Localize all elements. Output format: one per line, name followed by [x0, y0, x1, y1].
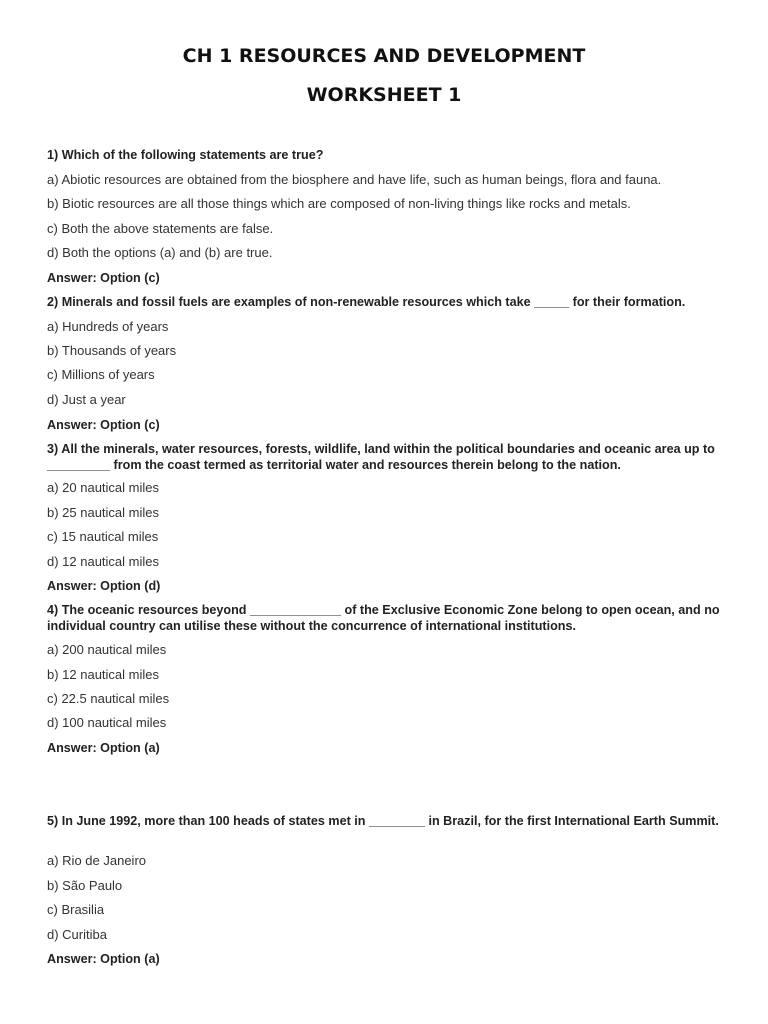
question-4-option-b: b) 12 nautical miles	[47, 667, 159, 682]
question-4-option-c: c) 22.5 nautical miles	[47, 691, 170, 706]
question-1-option-a: a) Abiotic resources are obtained from the biosphere and have life, such as human beings, flora and fauna.	[47, 172, 662, 187]
question-4: 4) The oceanic resources beyond _____________ of the Exclusive Economic Zone belong to open ocean, and no individual country can utilise these without the concurrence of international institutions.	[47, 603, 720, 633]
question-5-answer: Answer: Option (a)	[47, 952, 160, 966]
question-2-option-a: a) Hundreds of years	[47, 319, 169, 334]
question-3: 3) All the minerals, water resources, forests, wildlife, land within the political boundaries and oceanic area up to _________ from the coast termed as territorial water and resources therein belong to the nation.	[47, 442, 715, 472]
question-1-option-c: c) Both the above statements are false.	[47, 221, 274, 236]
question-4-option-a: a) 200 nautical miles	[47, 642, 167, 657]
question-1-option-d: d) Both the options (a) and (b) are true.	[47, 245, 273, 260]
question-3-option-c: c) 15 nautical miles	[47, 529, 159, 544]
question-2-option-b: b) Thousands of years	[47, 343, 177, 358]
question-1-option-b: b) Biotic resources are all those things which are composed of non-living things like rocks and metals.	[47, 196, 631, 211]
question-2: 2) Minerals and fossil fuels are examples of non-renewable resources which take _____ for their formation.	[47, 295, 686, 309]
question-5-option-a: a) Rio de Janeiro	[47, 853, 146, 868]
question-5: 5) In June 1992, more than 100 heads of states met in ________ in Brazil, for the first International Earth Summit.	[47, 814, 719, 828]
worksheet-title: WORKSHEET 1	[306, 84, 462, 106]
question-2-option-d: d) Just a year	[47, 392, 126, 407]
question-4-answer: Answer: Option (a)	[47, 741, 160, 755]
question-3-option-d: d) 12 nautical miles	[47, 554, 159, 569]
question-1-answer: Answer: Option (c)	[47, 271, 160, 285]
question-3-answer: Answer: Option (d)	[47, 579, 161, 593]
question-2-answer: Answer: Option (c)	[47, 418, 160, 432]
question-3-option-a: a) 20 nautical miles	[47, 480, 159, 495]
question-2-option-c: c) Millions of years	[47, 367, 155, 382]
question-3-option-b: b) 25 nautical miles	[47, 505, 159, 520]
question-1: 1) Which of the following statements are true?	[47, 148, 324, 162]
question-5-option-b: b) São Paulo	[47, 878, 123, 893]
question-5-option-d: d) Curitiba	[47, 927, 107, 942]
question-4-option-d: d) 100 nautical miles	[47, 715, 167, 730]
question-5-option-c: c) Brasilia	[47, 902, 105, 917]
document-title: CH 1 RESOURCES AND DEVELOPMENT	[182, 45, 586, 67]
